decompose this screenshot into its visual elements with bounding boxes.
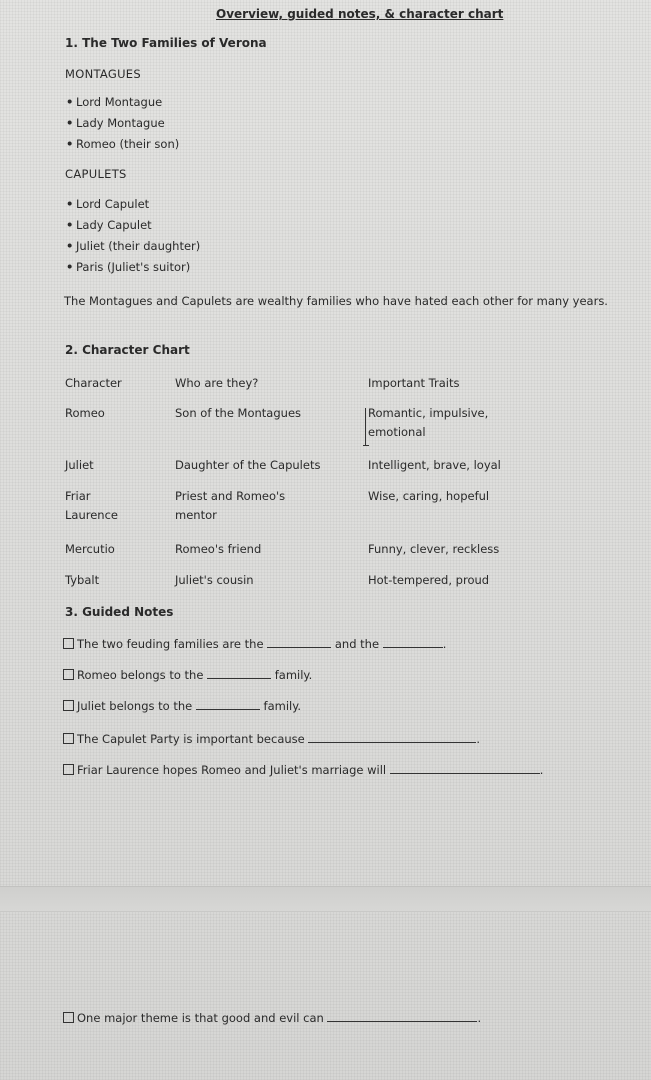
guided-note-2: Romeo belongs to the family. [63, 668, 312, 682]
blank-line[interactable] [308, 732, 476, 743]
list-item: • Lord Montague [66, 92, 179, 113]
table-cell: Hot-tempered, proud [368, 573, 490, 587]
capulets-list [66, 194, 200, 278]
checkbox-icon[interactable] [63, 764, 74, 775]
section-3-title: 3. Guided Notes [65, 605, 174, 619]
checkbox-icon[interactable] [63, 669, 74, 680]
column-header-character: Character [65, 376, 122, 390]
page-break [0, 886, 651, 912]
list-item: • Lady Capulet [66, 215, 200, 236]
guided-note-6: One major theme is that good and evil can . [63, 1011, 481, 1025]
bullet-icon: • [66, 197, 74, 211]
list-item: • Paris (Juliet's suitor) [66, 257, 200, 278]
guided-note-4: The Capulet Party is important because . [63, 732, 480, 746]
table-cell: Romeo's friend [175, 542, 262, 556]
blank-line[interactable] [196, 699, 260, 710]
table-cell: Juliet's cousin [175, 573, 254, 587]
bullet-icon: • [66, 239, 74, 253]
blank-line[interactable] [267, 637, 331, 648]
list-item: • Lord Capulet [66, 194, 200, 215]
table-cell: Romeo [65, 406, 105, 420]
column-header-traits: Important Traits [368, 376, 460, 390]
table-cell: Priest and Romeo's mentor [175, 489, 286, 522]
column-header-who: Who are they? [175, 376, 259, 390]
families-summary: The Montagues and Capulets are wealthy families who have hated each other for many years. [64, 294, 608, 308]
guided-note-5: Friar Laurence hopes Romeo and Juliet's marriage will . [63, 763, 543, 777]
bullet-icon: • [66, 260, 74, 274]
bullet-icon: • [66, 137, 74, 151]
bullet-icon: • [66, 95, 74, 109]
table-cell: Friar Laurence [65, 489, 118, 522]
list-item: • Romeo (their son) [66, 134, 179, 155]
text-cursor-icon [364, 408, 368, 446]
blank-line[interactable] [327, 1011, 477, 1022]
guided-note-3: Juliet belongs to the family. [63, 699, 301, 713]
bullet-icon: • [66, 116, 74, 130]
table-cell: Intelligent, brave, loyal [368, 458, 501, 472]
table-cell: Tybalt [65, 573, 100, 587]
montagues-label: MONTAGUES [65, 67, 141, 81]
checkbox-icon[interactable] [63, 1012, 74, 1023]
table-cell: Wise, caring, hopeful [368, 489, 490, 503]
table-cell: Funny, clever, reckless [368, 542, 500, 556]
table-cell: Daughter of the Capulets [175, 458, 321, 472]
table-cell: Mercutio [65, 542, 115, 556]
list-item: • Lady Montague [66, 113, 179, 134]
worksheet-heading: Overview, guided notes, & character chart [216, 7, 504, 21]
capulets-label: CAPULETS [65, 167, 127, 181]
checkbox-icon[interactable] [63, 638, 74, 649]
checkbox-icon[interactable] [63, 733, 74, 744]
list-item: • Juliet (their daughter) [66, 236, 200, 257]
section-2-title: 2. Character Chart [65, 343, 190, 357]
blank-line[interactable] [390, 763, 540, 774]
bullet-icon: • [66, 218, 74, 232]
blank-line[interactable] [383, 637, 443, 648]
montagues-list [66, 92, 179, 155]
section-1-title: 1. The Two Families of Verona [65, 36, 267, 50]
checkbox-icon[interactable] [63, 700, 74, 711]
blank-line[interactable] [207, 668, 271, 679]
table-cell[interactable]: Romantic, impulsive, emotional [368, 406, 489, 439]
table-cell: Juliet [65, 458, 94, 472]
guided-note-1: The two feuding families are the and the . [63, 637, 446, 651]
table-cell: Son of the Montagues [175, 406, 302, 420]
